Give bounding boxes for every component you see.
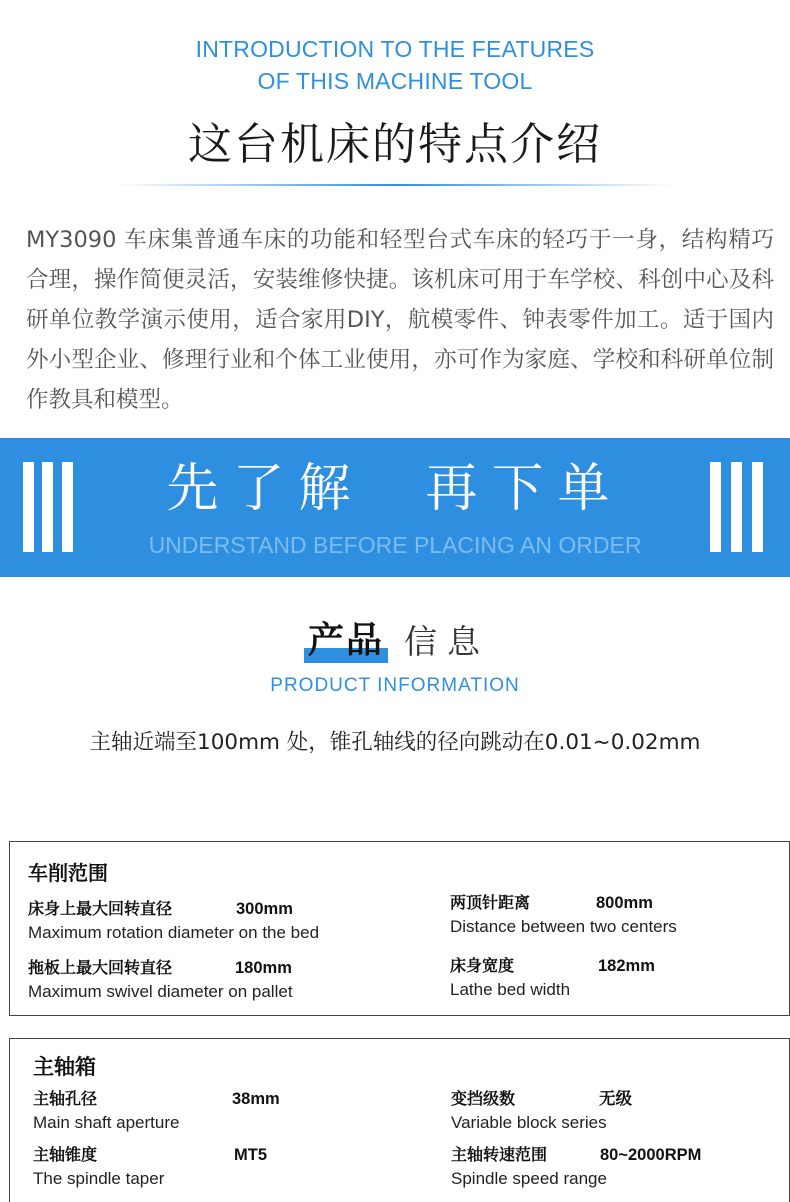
intro-paragraph: MY3090 车床集普通车床的功能和轻型台式车床的轻巧于一身，结构精巧合理，操作简便灵活，安装维修快捷。该机床可用于车学校、科创中心及科研单位教学演示使用，适合家用DIY，航模零件、钟表零件加工。适于国内外小型企业、修理行业和个体工业使用，亦可作为家庭、学校和科研单位制作教具和模型。 (26, 227, 774, 413)
spec-value: 无级 (599, 1090, 632, 1108)
spec-label-en: Maximum swivel diameter on pallet (28, 982, 293, 1001)
features-heading-cn: 这台机床的特点介绍 (188, 119, 602, 170)
spec-label-en: Lathe bed width (450, 980, 571, 999)
spec-value: 80~2000RPM (600, 1146, 702, 1164)
spec-value: 182mm (598, 957, 655, 975)
banner-title-en: UNDERSTAND BEFORE PLACING AN ORDER (148, 532, 642, 558)
section-title-en: PRODUCT INFORMATION (270, 675, 520, 696)
spec-label-cn: 主轴孔径 (33, 1089, 98, 1108)
title-divider (115, 184, 675, 186)
section-title-bold: 产品 (308, 620, 385, 661)
spec-label-en: The spindle taper (33, 1169, 165, 1188)
headstock-title: 主轴箱 (33, 1055, 96, 1079)
spec-label-cn: 两顶针距离 (450, 893, 531, 912)
spec-value: 300mm (236, 900, 293, 918)
spec-label-en: Maximum rotation diameter on the bed (28, 923, 320, 942)
spec-value: 38mm (232, 1090, 280, 1108)
spec-label-cn: 床身宽度 (450, 956, 515, 975)
spindle-runout-note: 主轴近端至100mm 处，锥孔轴线的径向跳动在0.01~0.02mm (89, 730, 701, 755)
turning-range-title: 车削范围 (28, 861, 108, 885)
spec-label-cn: 主轴转速范围 (451, 1145, 548, 1164)
spec-label-en: Variable block series (451, 1113, 607, 1132)
banner-title-cn: 先了解 再下单 (166, 459, 624, 519)
turning-range-panel (9, 841, 790, 1016)
features-heading-en-line1: INTRODUCTION TO THE FEATURES (195, 36, 595, 62)
spec-value: 800mm (596, 894, 653, 912)
features-heading-en-line2: OF THIS MACHINE TOOL (257, 68, 533, 94)
spec-label-cn: 主轴锥度 (33, 1145, 98, 1164)
spec-label-cn: 变挡级数 (451, 1089, 516, 1108)
spec-label-en: Main shaft aperture (33, 1113, 180, 1132)
spec-label-en: Spindle speed range (451, 1169, 607, 1188)
spec-label-cn: 床身上最大回转直径 (28, 899, 173, 918)
spec-value: MT5 (234, 1146, 267, 1164)
spec-label-en: Distance between two centers (450, 917, 677, 936)
section-title-light: 信息 (404, 622, 490, 661)
headstock-panel (9, 1038, 790, 1202)
spec-value: 180mm (235, 959, 292, 977)
spec-label-cn: 拖板上最大回转直径 (28, 958, 173, 977)
